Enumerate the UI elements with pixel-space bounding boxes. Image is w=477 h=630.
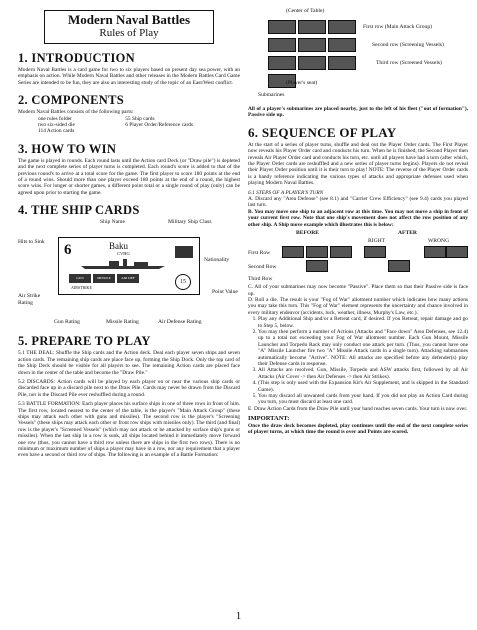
ship-card-icon — [424, 246, 446, 258]
wrong-label: WRONG — [428, 238, 450, 245]
ship-card-icon — [268, 38, 296, 52]
formation-diagram — [248, 8, 468, 106]
ship-card-icon — [364, 246, 386, 258]
component-item: two six-sided die — [38, 122, 75, 129]
ship-card-icon — [306, 246, 328, 258]
ship-card-icon — [268, 56, 296, 70]
sequence-text: At the start of a series of player turns, shuffle and deal out the Player Order cards. The First Player now reveals his Player Order card and conducts his turn. When he is finished, the Second Player then reveals Air Player Order card and conducts his turn, etc. until all players have had a turn (after which, the Player Order cards are reshuffled and a new series of player turns begins). Players do not reveal their Player Order position until it is their turn to play! NOTE: The reverse of the Player Order cards is a handy reference indicating the various types of attacks and appropriate defenses used when playing Modern Naval Battles. — [248, 141, 468, 187]
after-label: AFTER — [398, 230, 417, 237]
label-air-defense-rating: Air Defense Rating — [158, 319, 202, 326]
step-d-list — [248, 316, 468, 406]
sequence-heading: 6. SEQUENCE OF PLAY — [248, 124, 397, 140]
step-e: E. Draw Action Cards from the Draw Pile until your hand reaches seven cards. Your turn is now over. — [248, 405, 468, 412]
card-ship-name: Baku — [109, 241, 128, 252]
component-item: 6 Player Order/Reference cards — [125, 122, 194, 129]
prepare-heading: 5. PREPARE TO PLAY — [18, 334, 151, 349]
point-value-circle: 15 — [175, 274, 191, 290]
components-heading: 2. COMPONENTS — [18, 93, 124, 108]
ship-card-diagram — [18, 219, 240, 327]
label-gun-rating: Gun Rating — [54, 319, 80, 326]
ship-move-diagram — [248, 230, 468, 282]
intro-text: Modern Naval Battles is a card game for two to six players based on present day sea power, with an emphasis on action. While Modern Naval Battles and other releases in the Modern Battles Card Game Series are intended to be fun, they are also an interesting study of the topic of an East/West conflict. — [18, 67, 240, 86]
airdef-box: AIR DEF — [117, 274, 139, 283]
right-column — [248, 8, 468, 435]
ship-card-icon — [446, 246, 468, 258]
right-label: RIGHT — [368, 238, 386, 245]
label-ship-name: Ship Name — [100, 219, 126, 226]
label-nationality: Nationality — [204, 257, 230, 264]
step-b: B. You may move one ship to an adjacent row at this time. You may not move a ship in front of your current first row. Note that one ship's movement does not affect the row position of any other ship. A Ship move example which illustrates this is below: — [248, 208, 468, 228]
step-d-item: 4. (This step is only used with the Expansion Kit's Air Supplement, and is skipped in the Standard Game). — [258, 380, 468, 393]
ship-card-icon — [330, 246, 352, 258]
first-row-label: First row (Main Attack Group) — [363, 24, 432, 30]
page-title: Modern Naval Battles — [67, 12, 191, 27]
intro-heading: 1. INTRODUCTION — [18, 51, 136, 65]
card-ship-class: CVHG — [117, 251, 130, 257]
left-column — [18, 10, 240, 459]
missile-box: MISSILE — [93, 274, 115, 283]
component-item: 55 Ship cards — [125, 115, 155, 122]
ship-card-icon — [268, 20, 296, 34]
label-missile-rating: Missile Rating — [106, 319, 139, 326]
component-item: 114 Action cards — [38, 128, 75, 135]
step-d-item: 2. You may then perform a number of Actions (Attacks and "Face down" Area Defenses, see 12.4) up to a total not exceeding your Fog of War allotment number. Each Gun Mount, Missile Launcher and Torpedo Rack may only conduct one attack per turn. (Thus, you cannot have one "A" Missile Launcher fire two "A" Missile Attack cards in a single turn). Attacking submarines automatically become "Active". NOTE: All attacks are specified before any defender(s) play their Defense cards in response. — [258, 329, 468, 367]
third-row-text: Third Row — [248, 276, 273, 283]
center-of-table-label: (Center of Table) — [286, 8, 325, 14]
prepare-discards-text: 5.2 DISCARDS: Action cards will be played by each player on or near the various ship cards or discarded face up in a discard pile next to the Draw Pile. Cards may never be drawn from the Discard Pile, nor is the Discard Pile ever reshuffled during a round. — [18, 378, 240, 398]
components-text: Modern Naval Battles consists of the following parts: — [18, 109, 134, 116]
first-row-text: First Row — [248, 250, 271, 257]
before-label: BEFORE — [296, 230, 320, 237]
nationality-flag-icon — [175, 246, 193, 258]
important-text: Once the draw deck becomes depleted, play continues until the end of the next complete series of player turns, at which time the round is over and Points are scored. — [248, 422, 468, 436]
ship-card-icon — [388, 260, 410, 272]
ship-card-icon — [282, 246, 304, 258]
ship-card-icon — [328, 56, 356, 70]
components-list — [18, 116, 240, 135]
ship-card-icon — [298, 20, 326, 34]
ship-card-icon — [298, 56, 326, 70]
steps-heading: 6.1 STEPS OF A PLAYER'S TURN — [248, 189, 324, 196]
rating-boxes — [69, 274, 139, 283]
player-seat-label: (Player's seat) — [286, 80, 318, 86]
title-box — [44, 10, 214, 44]
second-row-text: Second Row — [248, 264, 277, 271]
step-a: A. Discard any "Area Defense" (see 8.1) and "Carrier Crew Efficiency" (see 9.4) cards you played last turn. — [248, 196, 468, 209]
step-d-item: 1. Play any Additional Ship and/or a Retreat card, if desired. If you Retreat, repair damage and go to Step 5, below. — [258, 316, 468, 329]
win-text: The game is played in rounds. Each round lasts until the Action card Deck (or "Draw pile") is depleted and the next complete series of player turns is completed. Each round's score is added to that of the previous round's to arrive at a total score for the game. The first player to score 180 points at the end of a round wins. Should more than one player exceed 180 points at the end of a round, the highest score wins. For longer or shorter games, a different point total or a single round of play (only) can be agreed upon prior to starting the game. — [18, 157, 240, 196]
third-row-label: Third row (Screened Vessels) — [376, 60, 442, 66]
prepare-deal-text: 5.1 THE DEAL: Shuffle the Ship cards and the Action deck. Deal each player seven ships and seven action cards. The remaining ship cards are place face up, forming the Ship Dock. Only the top card of the Ship Deck should be visible for all players to see. The remaining Action cards are placed face down in the center of the table and become the "Draw Pile." — [18, 350, 240, 376]
label-point-value: Point Value — [212, 289, 238, 296]
page-subtitle: Rules of Play — [99, 27, 159, 39]
submarines-label: Submarines — [258, 92, 285, 98]
ship-silhouette-icon — [79, 258, 167, 270]
second-row-label: Second row (Screening Vessels) — [372, 42, 444, 48]
important-heading: IMPORTANT: — [248, 415, 290, 423]
ship-card-icon — [306, 260, 328, 272]
ship-cards-heading: 4. THE SHIP CARDS — [18, 203, 140, 218]
step-d: D. Roll a die. The result is your "Fog of War" allotment number which indicates how many actions you may take this turn. This "Fog of War" element represents the uncertainty and chance involved in every military endeavor (accidents, luck, weather, illness, Murphy's Law, etc.). — [248, 296, 468, 316]
step-d-item: 3. All Attacks are resolved. Gun, Missile, Torpedo and ASW attacks first, followed by all Air Attacks (Air Cover -> then Air Defenses -> then Air Strikes). — [258, 367, 468, 380]
win-heading: 3. HOW TO WIN — [18, 141, 117, 156]
label-hits-to-sink: Hits to Sink — [18, 239, 45, 246]
ship-card-icon — [298, 38, 326, 52]
airstrike-box: AIRSTRIKE — [71, 285, 92, 291]
page-number: 1 — [235, 610, 242, 622]
gun-box: GUN — [69, 274, 91, 283]
step-d-item: 5. You may discard all unwanted cards from your hand. If you did not play an Action Card during you turn, you must discard at least one card. — [258, 393, 468, 406]
component-item: one rules folder — [38, 115, 72, 122]
label-air-strike: Air Strike Rating — [18, 293, 41, 306]
ship-card-icon — [328, 38, 356, 52]
label-military-class: Military Ship Class — [168, 219, 212, 226]
ship-card — [58, 237, 200, 295]
step-c: C. All of your submarines may now become "Passive". Place them so that their Passive side is face up. — [248, 284, 468, 297]
prepare-formation-text: 5.3 BATTLE FORMATION: Each player places his surface ships in one of three rows in front of him. The first row, located nearest to the center of the table, is the player's "Main Attack Group" (these ships may attack each other with guns and missiles). The second row is the player's "Screening Vessels" (these ships may attack each other or front row ships with missiles only). The third (and final) row is the player's "Screened Vessels" (which may not attack or be attacked by surface ship's guns or missiles). When the last ship in a row is sunk, all ships located behind it immediately move forward one row (thus, you cannot have a third row unless there are ships in the first two rows). There is no minimum or maximum number of ships a player may have in a row, nor any requirement that a player even have a second or third row of ships. The following is an example of a Battle Formation: — [18, 401, 240, 459]
ship-card-icon — [328, 20, 356, 34]
submarine-note: All of a player's submarines are placed nearby, just to the left of his fleet ("out of formation"), Passive side up. — [248, 106, 468, 119]
hits-number: 6 — [64, 242, 72, 259]
